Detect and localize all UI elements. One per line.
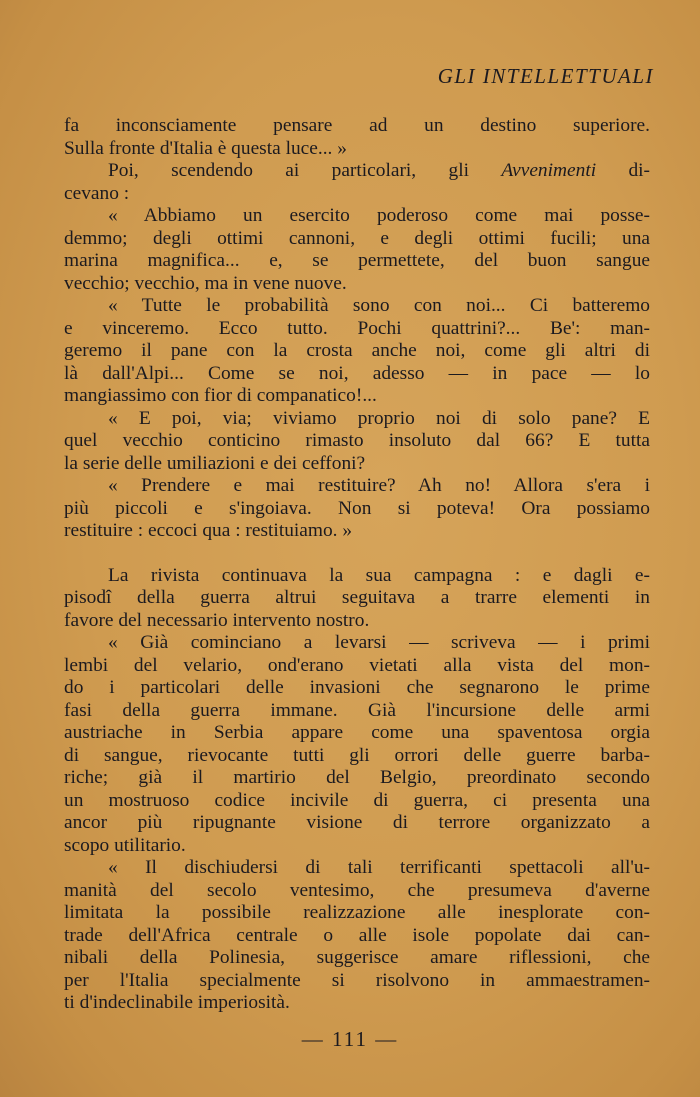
text-line: la serie delle umiliazioni e dei ceffoni?: [64, 452, 366, 474]
text-line: di sangue, rievocante tutti gli orrori delle guerre barba-: [64, 744, 650, 766]
running-head: GLI INTELLETTUALI: [437, 64, 654, 88]
text-line: geremo il pane con la crosta anche noi, come gli altri di: [64, 340, 650, 361]
text-line: Poi, scendendo ai particolari, gli Avvenimenti di-: [108, 160, 651, 181]
text-line: un mostruoso codice incivile di guerra, ci presenta una: [64, 789, 650, 811]
text-line: La rivista continuava la sua campagna : e dagli e-: [108, 564, 650, 586]
text-line: mangiassimo con fior di companatico!...: [64, 385, 377, 406]
text-line: quel vecchio conticino rimasto insoluto dal 66? E tutta: [64, 430, 650, 451]
text-line: marina magnifica... e, se permettete, del buon sangue: [64, 250, 650, 271]
text-line: ancor più ripugnante visione di terrore organizzato a: [64, 812, 650, 833]
text-line: « Il dischiudersi di tali terrificanti spettacoli all'u-: [108, 857, 650, 878]
text-line: austriache in Serbia appare come una spaventosa orgia: [64, 722, 650, 743]
text-line: nibali della Polinesia, suggerisce amare riflessioni, che: [64, 947, 650, 968]
text-line: lembi del velario, ond'erano vietati alla vista del mon-: [64, 654, 650, 676]
text-line: vecchio; vecchio, ma in vene nuove.: [64, 272, 347, 294]
text-line: fa inconsciamente pensare ad un destino superiore.: [64, 115, 650, 136]
text-line: « Già cominciano a levarsi — scriveva — i primi: [108, 632, 650, 653]
text-line: « Prendere e mai restituire? Ah no! Allora s'era i: [108, 475, 650, 496]
section-gap: [64, 543, 650, 565]
text-line: manità del secolo ventesimo, che presumeva d'averne: [64, 879, 650, 901]
text-line: trade dell'Africa centrale o alle isole popolate dai can-: [64, 924, 650, 946]
text-line: pisodî della guerra altrui seguitava a trarre elementi in: [64, 587, 650, 608]
text-line: « E poi, via; viviamo proprio noi di solo pane? E: [108, 407, 650, 429]
text-line: per l'Italia specialmente si risolvono in ammaestramen-: [64, 969, 650, 991]
text-line: « Tutte le probabilità sono con noi... Ci batteremo: [108, 295, 650, 316]
text-line: Sulla fronte d'Italia è questa luce... »: [64, 137, 347, 159]
text-line: cevano :: [64, 182, 130, 204]
text-line: riche; già il martirio del Belgio, preordinato secondo: [64, 767, 650, 788]
text-line: restituire : eccoci qua : restituiamo. »: [64, 520, 353, 541]
text-line: scopo utilitario.: [64, 834, 186, 856]
periodical-title: Avvenimenti: [501, 160, 597, 181]
text-line: fasi della guerra immane. Già l'incursione delle armi: [64, 699, 650, 721]
text-line: più piccoli e s'ingoiava. Non si poteva! Ora possiamo: [64, 497, 650, 519]
text-line: là dall'Alpi... Come se noi, adesso — in pace — lo: [64, 362, 650, 384]
body-text: [64, 115, 650, 1015]
text-line: limitata la possibile realizzazione alle inesplorate con-: [64, 902, 650, 923]
text-line: ti d'indeclinabile imperiosità.: [64, 992, 290, 1013]
text-line: favore del necessario intervento nostro.: [64, 609, 370, 631]
text-line: « Abbiamo un esercito poderoso come mai posse-: [108, 205, 650, 226]
text-line: demmo; degli ottimi cannoni, e degli ottimi fucili; una: [64, 227, 650, 249]
page-number: — 111 —: [301, 1027, 399, 1051]
text-line: do i particolari delle invasioni che segnarono le prime: [64, 677, 650, 698]
text-line: e vinceremo. Ecco tutto. Pochi quattrini?... Be': man-: [64, 317, 650, 339]
